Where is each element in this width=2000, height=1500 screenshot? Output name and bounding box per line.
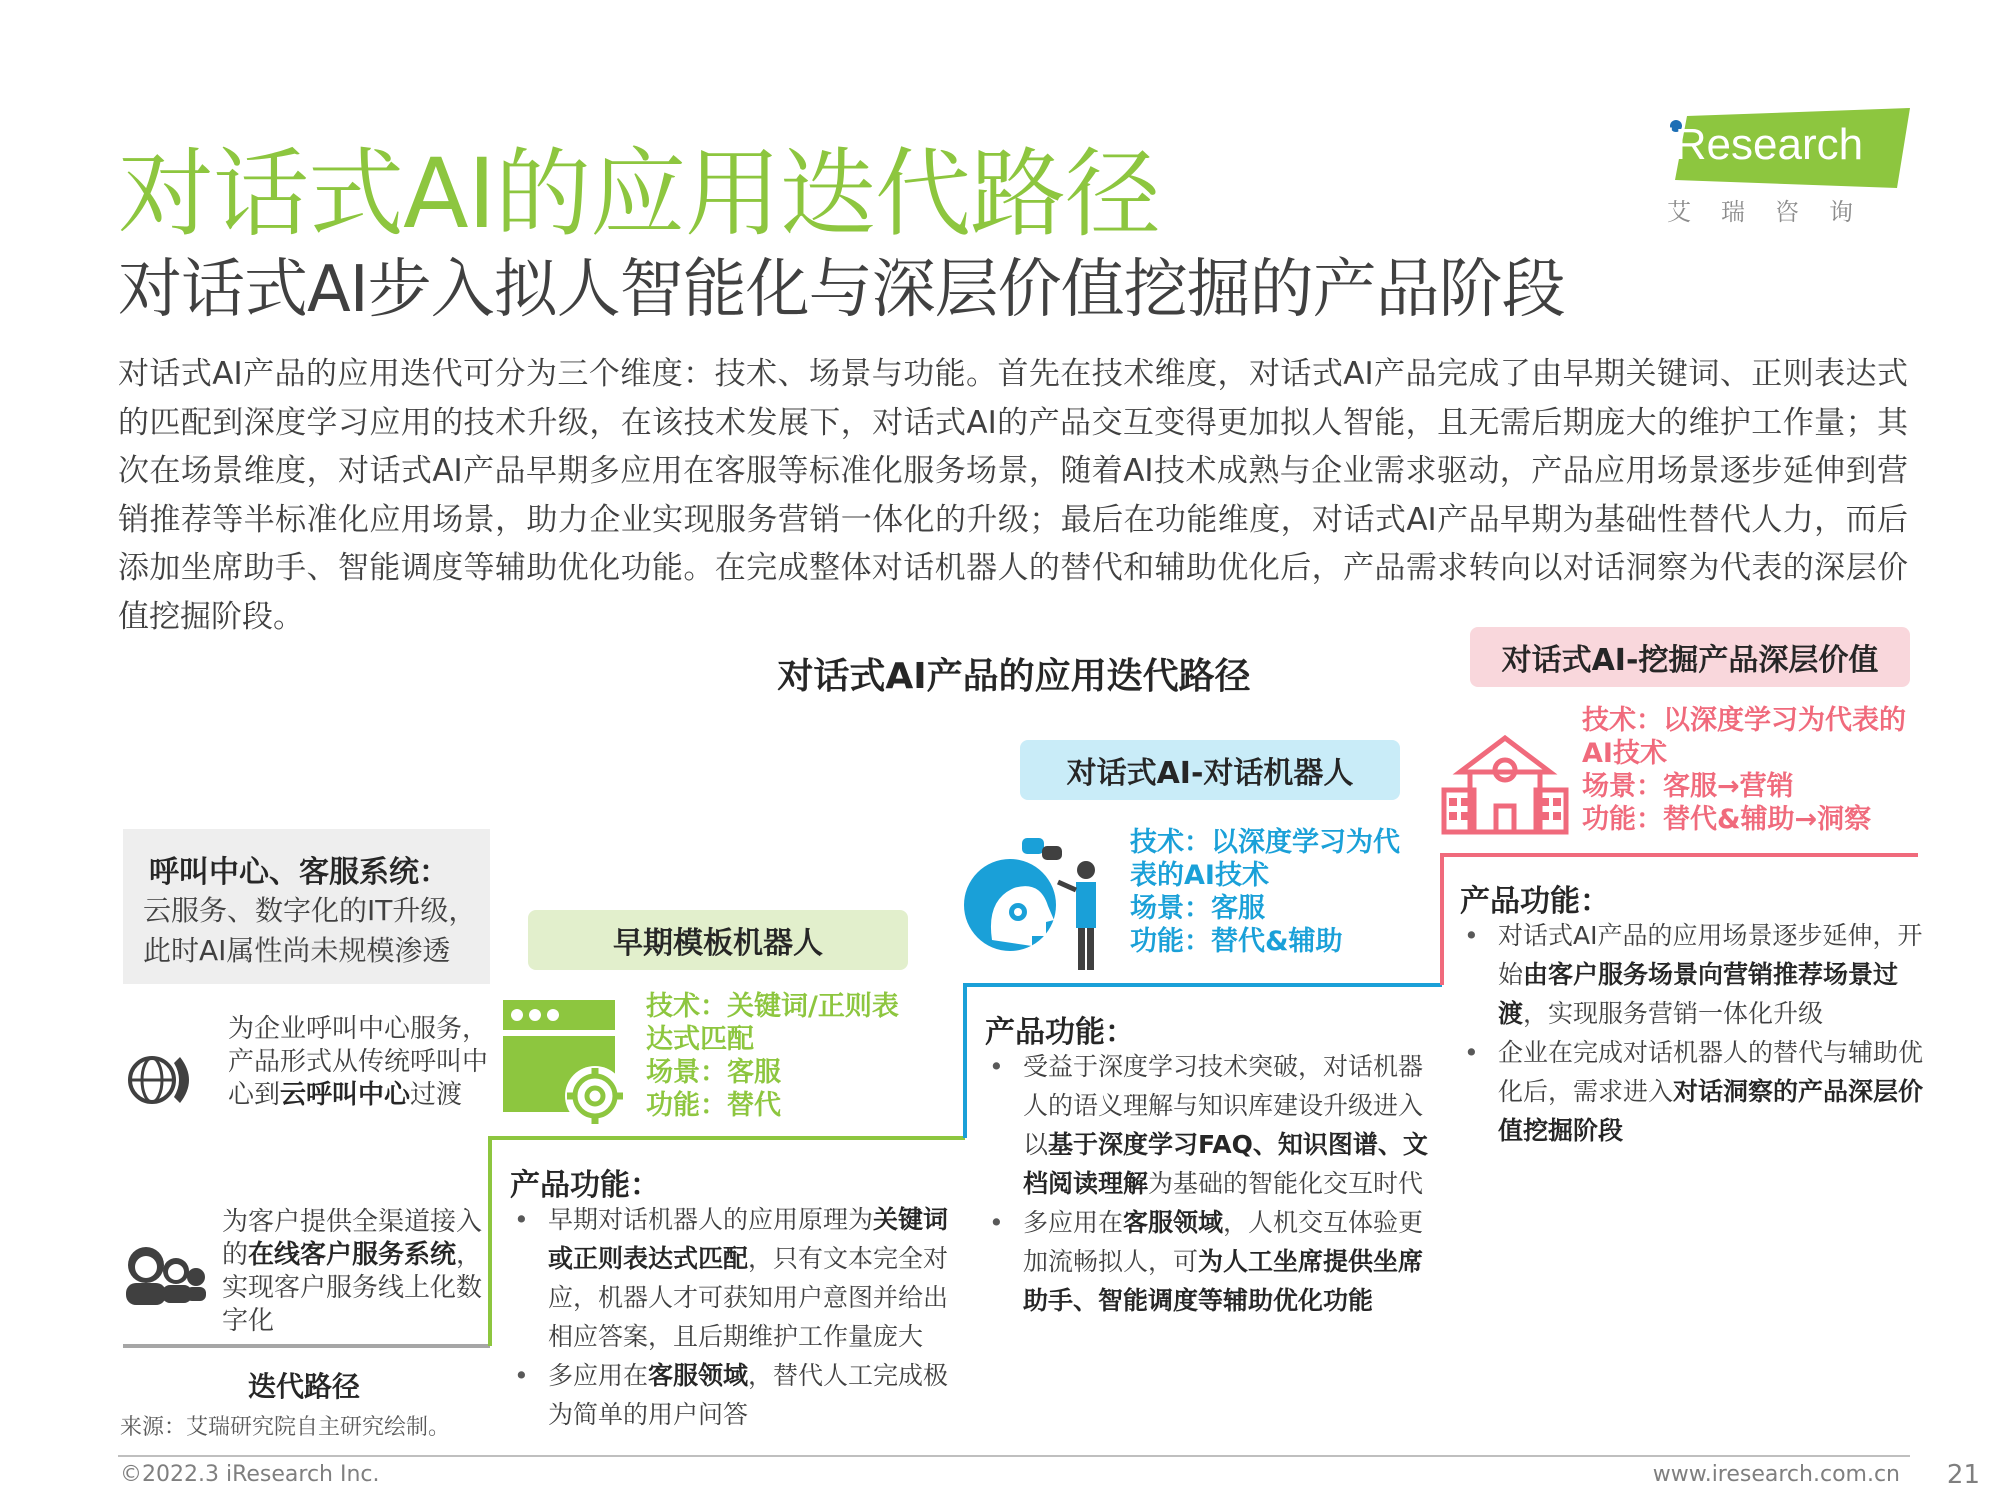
list-item: • 早期对话机器人的应用原理为关键词或正则表达式匹配，只有文本完全对应，机器人才可获知用户意图并给出相应答案，且后期维护工作量庞大 — [510, 1200, 960, 1356]
global-phone-icon — [122, 1045, 202, 1115]
stage3-product-heading: 产品功能： — [1460, 884, 1610, 919]
stage2-title: 对话式AI-对话机器人 — [1020, 740, 1400, 800]
iteration-path-label: 迭代路径 — [248, 1370, 361, 1403]
stage3-bullets — [1460, 916, 1930, 1150]
stage1-product-heading: 产品功能： — [510, 1168, 660, 1203]
stage1-title: 早期模板机器人 — [528, 910, 908, 970]
logo-subtitle: 艾瑞咨询 — [1667, 198, 1883, 226]
callcenter-desc-1: 为企业呼叫中心服务，产品形式从传统呼叫中心到云呼叫中心过渡 — [228, 1014, 489, 1110]
callcenter-box — [123, 829, 490, 984]
page-title: 对话式AI的应用迭代路径 — [118, 138, 1160, 250]
list-item: • 企业在完成对话机器人的替代与辅助优化后，需求进入对话洞察的产品深层价值挖掘阶段 — [1460, 1033, 1930, 1150]
stage3-attributes: 技术：以深度学习为代表的 AI技术 场景：客服→营销 功能：替代&辅助→洞察 — [1582, 705, 1906, 835]
list-item: • 对话式AI产品的应用场景逐步延伸，开始由客户服务场景向营销推荐场景过渡，实现服务营销一体化升级 — [1460, 916, 1930, 1033]
diagram-title: 对话式AI产品的应用迭代路径 — [777, 656, 1251, 697]
callcenter-heading: 呼叫中心、客服系统： — [149, 855, 449, 890]
logo-wordmark: iResearch — [1665, 120, 1864, 169]
intro-paragraph: 对话式AI产品的应用迭代可分为三个维度：技术、场景与功能。首先在技术维度，对话式AI产品完成了由早期关键词、正则表达式的匹配到深度学习应用的技术升级，在该技术发展下，对话式AI的产品交互变得更加拟人智能，且无需后期庞大的维护工作量；其次在场景维度，对话式AI产品早期多应用在客服等标准化服务场景，随着AI技术成熟与企业需求驱动，产品应用场景逐步延伸到营销推荐等半标准化应用场景，助力企业实现服务营销一体化的升级；最后在功能维度，对话式AI产品早期为基础性替代人力，而后添加坐席助手、智能调度等辅助优化功能。在完成整体对话机器人的替代和辅助优化后，产品需求转向以对话洞察为代表的深层价值挖掘阶段。 — [118, 356, 1908, 635]
callcenter-desc-2: 为客户提供全渠道接入的在线客户服务系统，实现客户服务线上化数字化 — [222, 1207, 483, 1336]
stage2-product-heading: 产品功能： — [985, 1015, 1135, 1050]
footer-divider — [118, 1455, 1910, 1457]
building-icon — [1440, 732, 1570, 837]
website-url[interactable]: www.iresearch.com.cn — [1652, 1462, 1900, 1487]
customer-service-icon — [118, 1237, 208, 1307]
list-item: • 多应用在客服领域，替代人工完成极为简单的用户问答 — [510, 1356, 960, 1434]
list-item: • 受益于深度学习技术突破，对话机器人的语义理解与知识库建设升级进入以基于深度学习FAQ、知识图谱、文档阅读理解为基础的智能化交互时代 — [985, 1047, 1435, 1203]
stage1-bullets — [510, 1200, 960, 1434]
list-item: • 多应用在客服领域，人机交互体验更加流畅拟人，可为人工坐席提供坐席助手、智能调度等辅助优化功能 — [985, 1203, 1435, 1320]
copyright: ©2022.3 iResearch Inc. — [120, 1462, 380, 1487]
callcenter-text: 云服务、数字化的IT升级， 此时AI属性尚未规模渗透 — [143, 894, 477, 967]
stage2-attributes: 技术：以深度学习为代 表的AI技术 场景：客服 功能：替代&辅助 — [1130, 827, 1400, 957]
page-number: 21 — [1946, 1460, 1980, 1490]
page-subtitle: 对话式AI步入拟人智能化与深层价值挖掘的产品阶段 — [118, 253, 1565, 327]
stage1-attributes: 技术：关键词/正则表 达式匹配 场景：客服 功能：替代 — [646, 991, 899, 1121]
template-window-icon — [503, 1000, 633, 1130]
stage2-bullets — [985, 1047, 1435, 1320]
source-note: 来源：艾瑞研究院自主研究绘制。 — [120, 1415, 451, 1440]
stage3-title: 对话式AI-挖掘产品深层价值 — [1470, 627, 1910, 687]
robot-interaction-icon — [962, 830, 1112, 980]
